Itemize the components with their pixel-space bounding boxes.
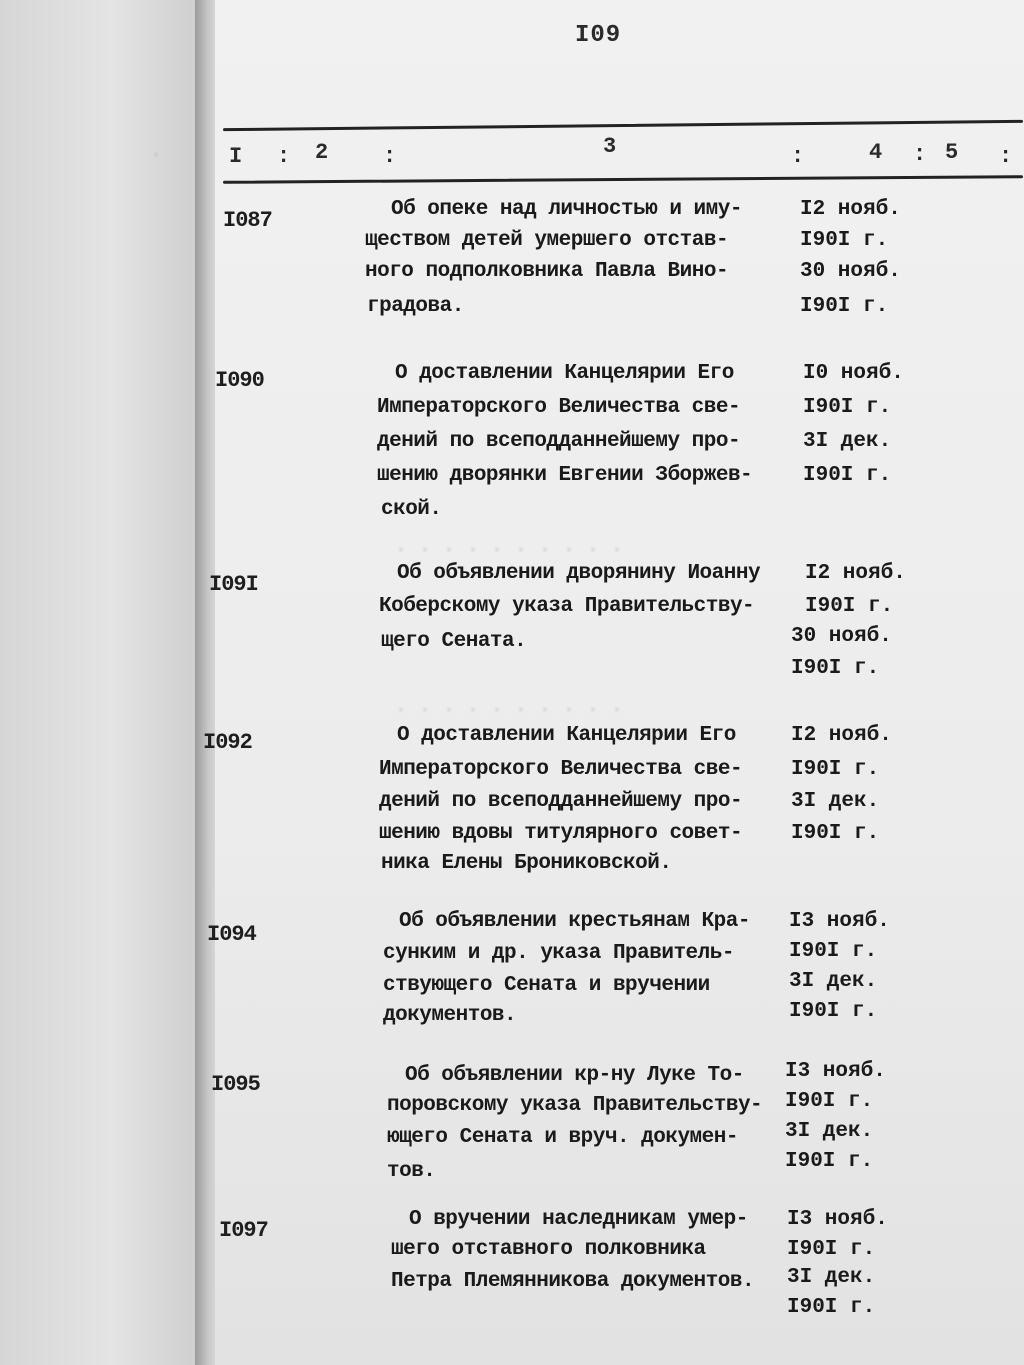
entry-description-line: дений по всеподданнейшему про- bbox=[377, 430, 741, 453]
entry-description-line: сунким и др. указа Правитель- bbox=[383, 942, 734, 965]
entry-description-line: Императорского Величества све- bbox=[377, 396, 741, 419]
entry-date-end-year: I90I г. bbox=[800, 295, 889, 318]
entry-date-end: 30 нояб. bbox=[800, 260, 901, 283]
previous-page-ghost-text: . bbox=[150, 140, 163, 163]
entry-description-line: О доставлении Канцелярии Его bbox=[395, 362, 734, 385]
entry-id: I092 bbox=[203, 730, 252, 755]
entry-date-start-year: I90I г. bbox=[791, 758, 880, 781]
entry-description-line: шего отставного полковника bbox=[391, 1238, 706, 1261]
entry-date-start-year: I90I г. bbox=[805, 595, 894, 618]
entry-date-end: 3I дек. bbox=[791, 790, 880, 813]
page-number: I09 bbox=[575, 22, 622, 49]
entry-date-end: 3I дек. bbox=[785, 1120, 874, 1143]
entry-description-line: ской. bbox=[381, 498, 442, 521]
header-rule-bottom bbox=[223, 175, 1023, 184]
entry-description-line: ствующего Сената и вручении bbox=[383, 974, 710, 997]
entry-id: I09I bbox=[209, 572, 258, 597]
entry-description-line: Коберскому указа Правительству- bbox=[379, 595, 755, 618]
document-page bbox=[203, 0, 1024, 1365]
column-header-4: 4 bbox=[869, 140, 883, 165]
entry-date-end: 30 нояб. bbox=[791, 625, 892, 648]
entry-date-end-year: I90I г. bbox=[787, 1296, 876, 1319]
entry-description-line: поровскому указа Правительству- bbox=[387, 1094, 763, 1117]
entry-date-start: I0 нояб. bbox=[803, 362, 904, 385]
entry-description-line: О доставлении Канцелярии Его bbox=[397, 724, 736, 747]
entry-date-end-year: I90I г. bbox=[791, 822, 880, 845]
entry-description-line: ника Елены Брониковской. bbox=[381, 852, 672, 875]
column-header-5: 5 bbox=[945, 140, 959, 165]
entry-date-end: 3I дек. bbox=[787, 1266, 876, 1289]
entry-date-end: 3I дек. bbox=[789, 970, 878, 993]
entry-description-line: ющего Сената и вруч. докумен- bbox=[387, 1126, 738, 1149]
entry-date-start-year: I90I г. bbox=[785, 1090, 874, 1113]
column-header-separator: : bbox=[383, 144, 397, 169]
entry-date-start-year: I90I г. bbox=[787, 1238, 876, 1261]
entry-date-start: I3 нояб. bbox=[789, 910, 890, 933]
entry-description-line: Об объявлении дворянину Иоанну bbox=[397, 562, 761, 585]
entry-id: I097 bbox=[219, 1218, 268, 1243]
entry-date-end-year: I90I г. bbox=[803, 464, 892, 487]
entry-description-line: шению вдовы титулярного совет- bbox=[379, 822, 743, 845]
bleed-through-text: . . . . . . . . . . bbox=[395, 535, 624, 558]
column-header-3: 3 bbox=[603, 134, 617, 159]
entry-id: I090 bbox=[215, 368, 264, 393]
bleed-through-text: . . . . . . . . . . bbox=[395, 695, 624, 718]
entry-date-end: 3I дек. bbox=[803, 430, 892, 453]
entry-description-line: документов. bbox=[383, 1004, 517, 1027]
entry-description-line: дений по всеподданнейшему про- bbox=[379, 790, 743, 813]
entry-description-line: шению дворянки Евгении Зборжев- bbox=[377, 464, 753, 487]
entry-date-start-year: I90I г. bbox=[789, 940, 878, 963]
entry-date-start: I3 нояб. bbox=[787, 1208, 888, 1231]
previous-page bbox=[0, 0, 205, 1365]
column-header-separator: : bbox=[913, 142, 927, 167]
entry-description-line: О вручении наследникам умер- bbox=[409, 1208, 748, 1231]
entry-date-start-year: I90I г. bbox=[800, 229, 889, 252]
entry-description-line: Об опеке над личностью и иму- bbox=[391, 198, 742, 221]
entry-description-line: ществом детей умершего отстав- bbox=[365, 229, 729, 252]
column-header-1: I bbox=[229, 144, 243, 169]
entry-id: I095 bbox=[211, 1072, 260, 1097]
header-rule-top bbox=[223, 120, 1023, 131]
entry-description-line: градова. bbox=[367, 295, 464, 318]
entry-description-line: Об объявлении кр-ну Луке То- bbox=[405, 1064, 744, 1087]
entry-date-start-year: I90I г. bbox=[803, 396, 892, 419]
entry-date-start: I2 нояб. bbox=[800, 198, 901, 221]
entry-date-end-year: I90I г. bbox=[785, 1150, 874, 1173]
entry-description-line: Об объявлении крестьянам Кра- bbox=[399, 910, 750, 933]
entry-date-end-year: I90I г. bbox=[791, 657, 880, 680]
column-header-2: 2 bbox=[315, 140, 329, 165]
entry-description-line: тов. bbox=[387, 1160, 436, 1183]
entry-date-start: I2 нояб. bbox=[805, 562, 906, 585]
entry-date-start: I2 нояб. bbox=[791, 724, 892, 747]
entry-description-line: Императорского Величества све- bbox=[379, 758, 743, 781]
entry-description-line: Петра Племянникова документов. bbox=[391, 1270, 755, 1293]
column-header-separator: : bbox=[999, 144, 1013, 169]
entry-date-end-year: I90I г. bbox=[789, 1000, 878, 1023]
entry-id: I094 bbox=[207, 922, 256, 947]
entry-date-start: I3 нояб. bbox=[785, 1060, 886, 1083]
entry-description-line: щего Сената. bbox=[381, 630, 527, 653]
entry-description-line: ного подполковника Павла Вино- bbox=[365, 260, 729, 283]
column-header-separator: : bbox=[277, 144, 291, 169]
entry-id: I087 bbox=[223, 208, 272, 233]
column-header-separator: : bbox=[791, 144, 805, 169]
